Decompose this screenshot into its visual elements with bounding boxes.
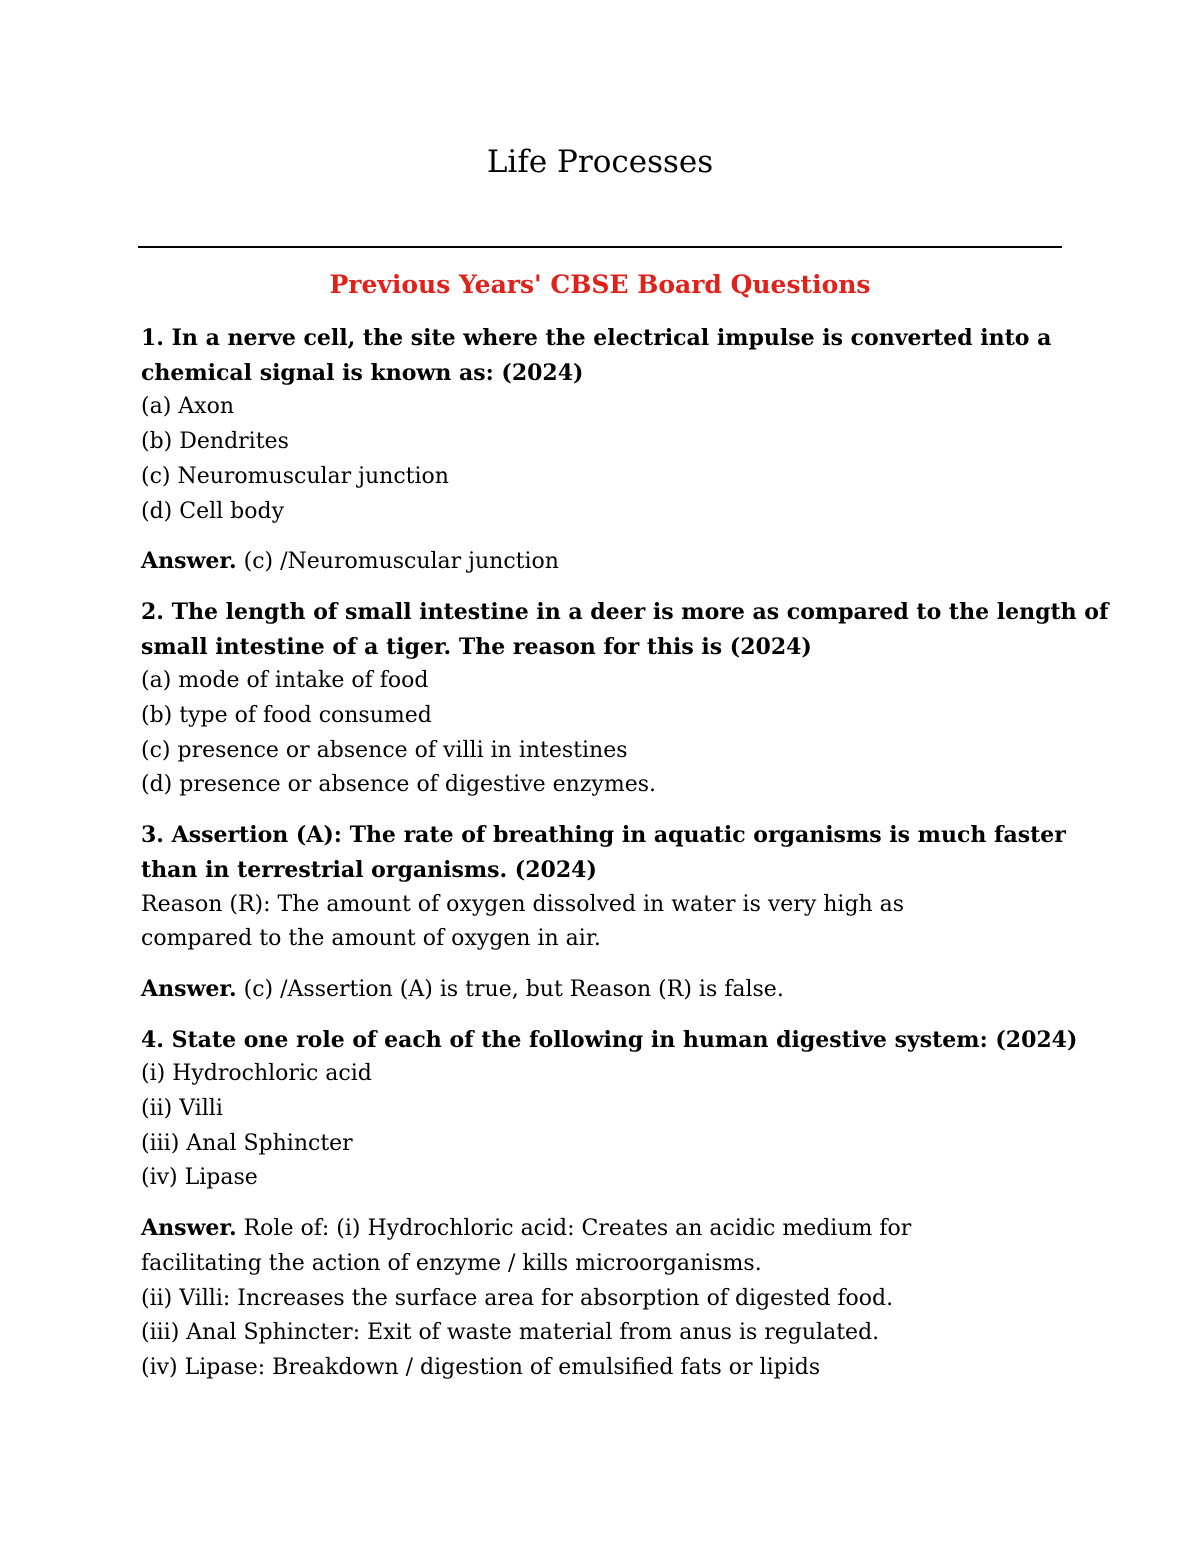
option-line: (b) type of food consumed [141,703,432,729]
option-line: (c) presence or absence of villi in intestines [141,737,628,763]
reason-line: Reason (R): The amount of oxygen dissolved in water is very high as [141,891,905,917]
title-divider [138,246,1062,248]
question-1 [141,321,1066,580]
option-line: (c) Neuromuscular junction [141,463,449,489]
answer-line [141,544,1066,580]
option-line: (iv) Lipase [141,1165,258,1191]
section-subtitle: Previous Years' CBSE Board Questions [329,270,871,299]
answer-text: (c) /Assertion (A) is true, but Reason (R) is false. [236,976,784,1002]
option-line: (a) mode of intake of food [141,668,429,694]
option-line: (d) Cell body [141,498,284,524]
question-stem-line: 3. Assertion (A): The rate of breathing in aquatic organisms is much faster [141,822,1066,849]
spacer [141,1196,1066,1211]
question-stem-line: small intestine of a tiger. The reason for this is (2024) [141,633,812,660]
answer-line [141,972,1066,1008]
answer-line: facilitating the action of enzyme / kills microorganisms. [141,1250,762,1276]
question-stem-line: 4. State one role of each of the following in human digestive system: (2024) [141,1026,1078,1053]
answer-line: (ii) Villi: Increases the surface area for absorption of digested food. [141,1285,894,1311]
question-stem-line: 2. The length of small intestine in a deer is more as compared to the length of [141,598,1109,625]
answer-line: (iv) Lipase: Breakdown / digestion of emulsified fats or lipids [141,1354,821,1380]
option-line: (ii) Villi [141,1096,223,1122]
question-stem-line: than in terrestrial organisms. (2024) [141,856,597,883]
option-line: (d) presence or absence of digestive enzymes. [141,772,657,798]
question-list [141,321,1109,1386]
answer-text: Role of: (i) Hydrochloric acid: Creates an acidic medium for [236,1216,912,1242]
answer-line: (iii) Anal Sphincter: Exit of waste material from anus is regulated. [141,1320,880,1346]
option-line: (i) Hydrochloric acid [141,1061,372,1087]
option-line: (b) Dendrites [141,429,289,455]
spacer [141,803,1066,818]
question-stem-line: chemical signal is known as: (2024) [141,359,584,386]
question-3 [141,818,1066,1008]
option-line: (a) Axon [141,394,234,420]
answer-label: Answer. [141,975,237,1002]
answer-text: (c) /Neuromuscular junction [236,549,559,575]
answer-line [141,1211,1066,1247]
spacer [141,580,1066,595]
page-title: Life Processes [486,144,714,180]
option-line: (iii) Anal Sphincter [141,1130,353,1156]
question-2 [141,595,1109,803]
answer-label: Answer. [141,548,237,575]
spacer [141,529,1066,544]
answer-label: Answer. [141,1215,237,1242]
question-stem-line: 1. In a nerve cell, the site where the electrical impulse is converted into a [141,325,1052,351]
spacer [141,957,1066,972]
question-4 [141,1023,1078,1386]
spacer [141,1008,1066,1023]
reason-line: compared to the amount of oxygen in air. [141,926,601,952]
